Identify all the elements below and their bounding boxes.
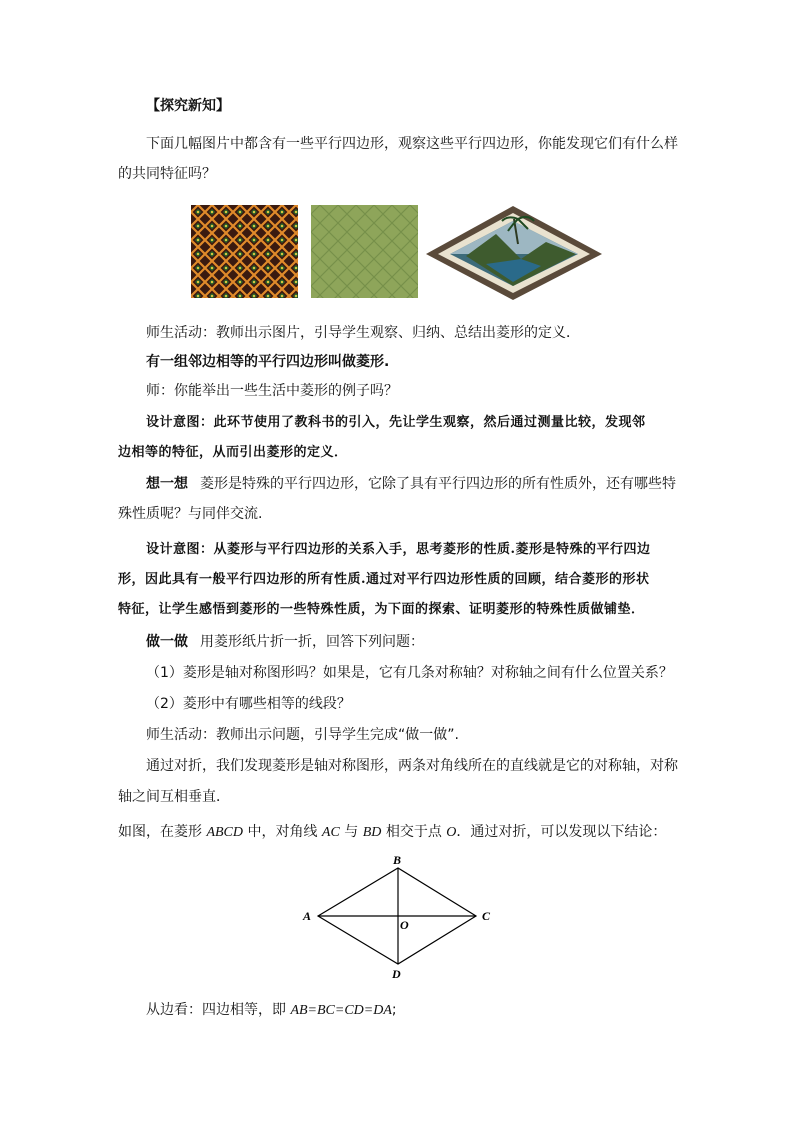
section-heading: 【探究新知】 — [146, 98, 230, 114]
side-view-line: 从边看：四边相等，即 AB=BC=CD=DA; — [146, 1002, 397, 1018]
activity-line-1: 师生活动：教师出示图片，引导学生观察、归纳、总结出菱形的定义． — [146, 325, 580, 341]
do-line — [146, 632, 424, 652]
fold-line-2: 轴之间互相垂直． — [118, 789, 230, 805]
design-intent-2-line-2: 形，因此具有一般平行四边形的所有性质.通过对平行四边形性质的回顾，结合菱形的形状 — [118, 572, 650, 587]
rhombus-diagram — [296, 852, 496, 984]
label-a: A — [303, 909, 312, 923]
do-label: 做一做 — [146, 634, 188, 650]
intro-line-2: 的共同特征吗？ — [118, 166, 216, 182]
teacher-question: 师：你能举出一些生活中菱形的例子吗？ — [146, 383, 398, 399]
rhombus-painting-image — [426, 204, 603, 302]
think-label: 想一想 — [146, 476, 188, 492]
design-intent-1-line-1: 设计意图：此环节使用了教科书的引入，先让学生观察，然后通过测量比较，发现邻 — [146, 415, 646, 430]
label-d: D — [392, 967, 401, 981]
intro-line-1: 下面几幅图片中都含有一些平行四边形，观察这些平行四边形，你能发现它们有什么样 — [146, 136, 678, 152]
question-1: （1）菱形是轴对称图形吗？如果是，它有几条对称轴？对称轴之间有什么位置关系？ — [146, 665, 673, 681]
design-intent-1-line-2: 边相等的特征，从而引出菱形的定义． — [118, 445, 348, 460]
think-line-2: 殊性质呢？与同伴交流. — [118, 506, 263, 522]
question-2: （2）菱形中有哪些相等的线段？ — [146, 696, 351, 712]
activity-line-2: 师生活动：教师出示问题，引导学生完成“做一做”. — [146, 727, 459, 743]
label-b: B — [393, 853, 402, 867]
figure-intro: 如图，在菱形 ABCD 中，对角线 AC 与 BD 相交于点 O．通过对折，可以发现以下结论： — [118, 824, 667, 840]
fold-line-1: 通过对折，我们发现菱形是轴对称图形，两条对角线所在的直线就是它的对称轴，对称 — [146, 758, 678, 774]
label-c: C — [482, 909, 491, 923]
label-o: O — [400, 918, 409, 932]
rhombus-definition: 有一组邻边相等的平行四边形叫做菱形. — [146, 354, 390, 370]
do-text: 用菱形纸片折一折，回答下列问题： — [200, 634, 424, 650]
design-intent-2-line-3: 特征，让学生感悟到菱形的一些特殊性质，为下面的探索、证明菱形的特殊性质做铺垫． — [118, 602, 645, 617]
design-intent-2-line-1: 设计意图：从菱形与平行四边形的关系入手，思考菱形的性质.菱形是特殊的平行四边 — [146, 542, 651, 557]
think-line-1 — [146, 474, 676, 494]
textile-pattern-image — [191, 205, 298, 298]
think-text: 菱形是特殊的平行四边形，它除了具有平行四边形的所有性质外，还有哪些特 — [200, 476, 676, 492]
quilted-surface-image — [311, 205, 418, 298]
